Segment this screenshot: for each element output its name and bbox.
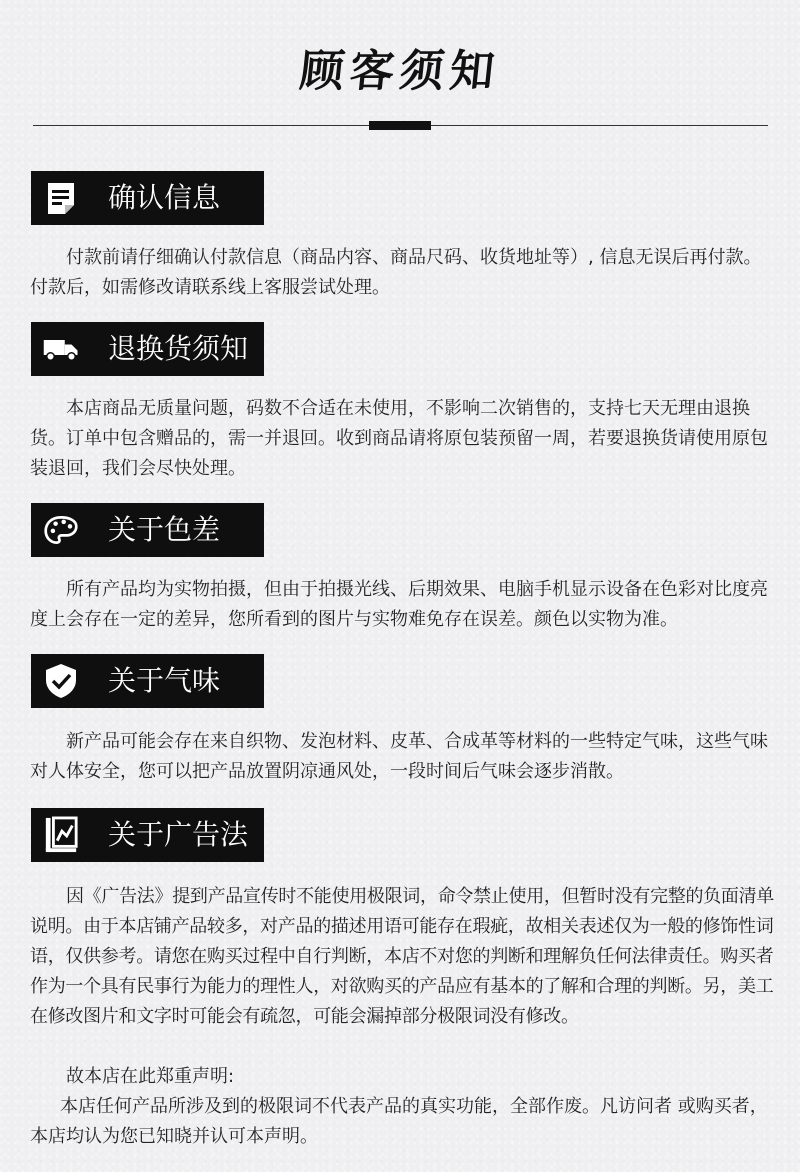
title-divider-accent xyxy=(369,121,431,130)
section-title: 确认信息 xyxy=(108,181,221,214)
truck-icon xyxy=(43,331,79,367)
section-body: 本店商品无质量问题，码数不合适在未使用，不影响二次销售的，支持七天无理由退换货。订单中包含赠品的，需一并退回。收到商品请将原包装预留一周，若要退换货请使用原包装退回，我们会尽快处理。 xyxy=(30,398,768,479)
section-header-odor xyxy=(31,654,264,708)
section-header-advertising-law xyxy=(31,808,264,862)
book-chart-icon xyxy=(43,817,79,853)
section-title: 关于气味 xyxy=(108,664,221,697)
section-title: 关于色差 xyxy=(108,513,221,546)
section-title: 退换货须知 xyxy=(108,332,249,365)
section-header-color-difference xyxy=(31,503,264,557)
note-icon xyxy=(43,180,79,216)
shield-check-icon xyxy=(43,663,79,699)
section-body: 新产品可能会存在来自织物、发泡材料、皮革、合成革等材料的一些特定气味，这些气味对人体安全，您可以把产品放置阴凉通风处，一段时间后气味会逐步消散。 xyxy=(30,731,768,782)
palette-icon xyxy=(43,512,79,548)
section-title: 关于广告法 xyxy=(108,818,249,851)
page-title: 顾客须知 xyxy=(297,46,503,97)
section-body: 因《广告法》提到产品宣传时不能使用极限词，命令禁止使用，但暂时没有完整的负面清单说明。由于本店铺产品较多，对产品的描述用语可能存在瑕疵，故相关表述仅为一般的修饰性词语，仅供参考。请您在购买过程中自行判断，本店不对您的判断和理解负任何法律责任。购买者作为一个具有民事行为能力的理性人，对欲购买的产品应有基本的了解和合理的判断。另，美工在修改图片和文字时可能会有疏忽，可能会漏掉部分极限词没有修改。 xyxy=(30,886,774,1027)
statement-body: 本店任何产品所涉及到的极限词不代表产品的真实功能，全部作废。凡访问者 或购买者，本店均认为您已知晓并认可本声明。 xyxy=(30,1096,768,1147)
statement-intro: 故本店在此郑重声明: xyxy=(66,1066,235,1087)
section-body: 付款前请仔细确认付款信息（商品内容、商品尺码、收货地址等）, 信息无误后再付款。付款后，如需修改请联系线上客服尝试处理。 xyxy=(30,247,762,298)
section-header-returns xyxy=(31,322,264,376)
section-header-confirm-info xyxy=(31,171,264,225)
section-body: 所有产品均为实物拍摄，但由于拍摄光线、后期效果、电脑手机显示设备在色彩对比度亮度上会存在一定的差异，您所看到的图片与实物难免存在误差。颜色以实物为准。 xyxy=(30,579,768,630)
